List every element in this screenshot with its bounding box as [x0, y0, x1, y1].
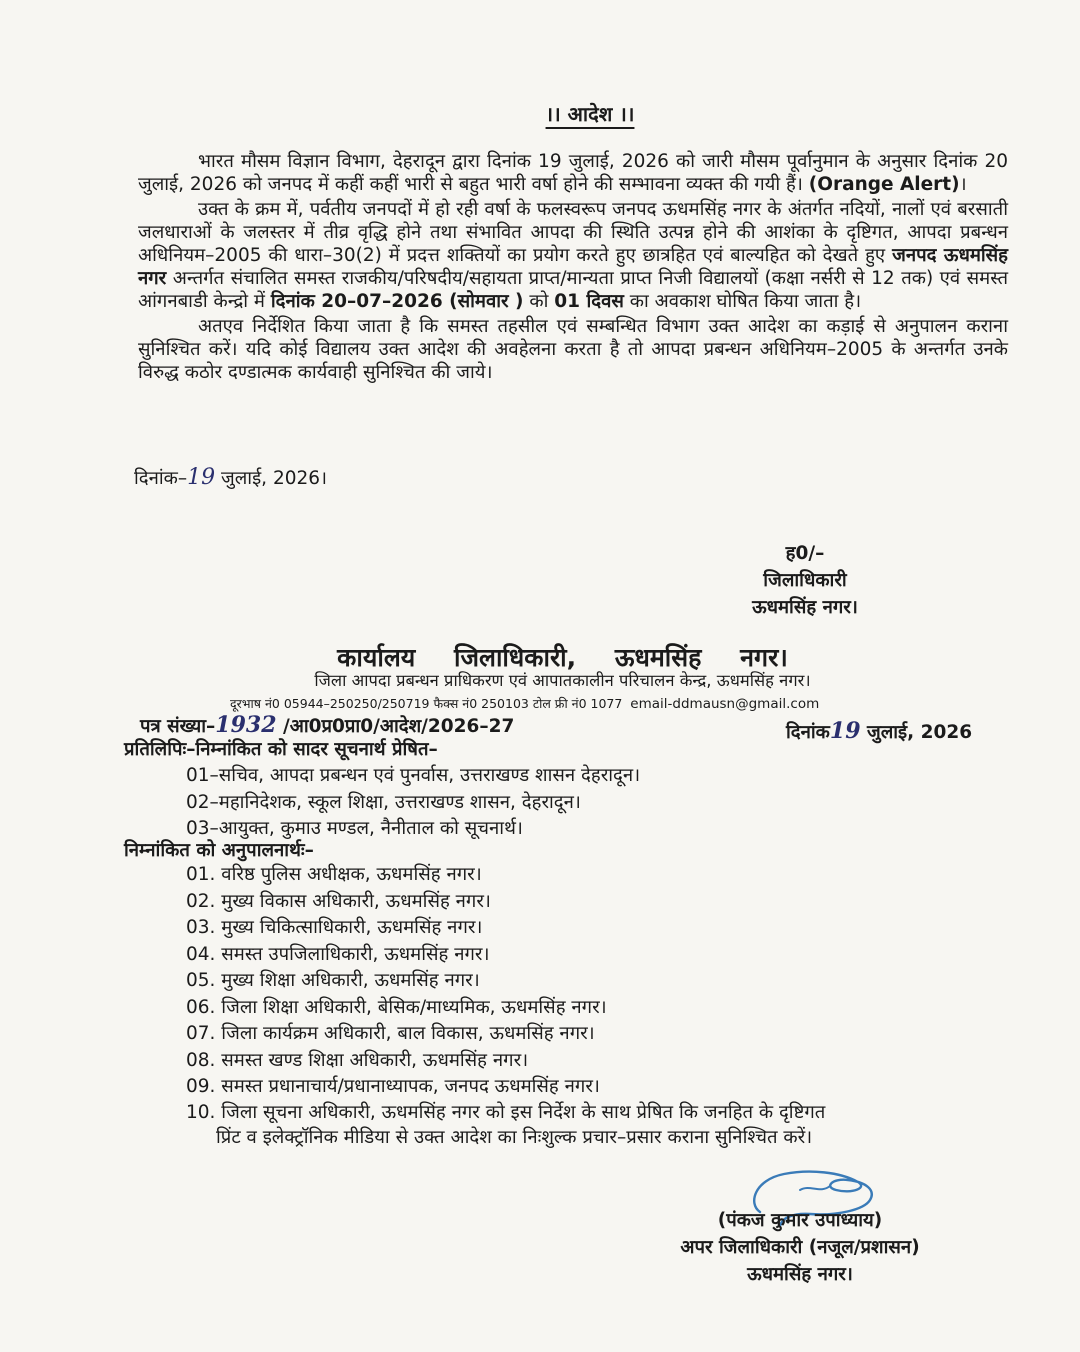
- paragraph-2: उक्त के क्रम में, पर्वतीय जनपदों में हो रही वर्षा के फलस्वरूप जनपद ऊधमसिंह नगर के अंतर्गत नदियों, नालों एवं बरसाती जलधाराओं के जलस्तर में तीव्र वृद्धि होने तथा संभावित आपदा की स्थिति उत्पन्न होने की आशंका के दृष्टिगत, आपदा प्रबन्धन अधिनियम–2005 की धारा–30(2) में प्रदत्त शक्तियों का प्रयोग करते हुए छात्रहित एवं बाल्यहित को देखते हुए जनपद ऊधमसिंह नगर अन्तर्गत संचालित समस्त राजकीय/परिषदीय/सहायता प्राप्त/मान्यता प्राप्त निजी विद्यालयों (कक्षा नर्सरी से 12 तक) एवं समस्त आंगनबाडी केन्द्रो में दिनांक 20–07–2026 (सोमवार ) को 01 दिवस का अवकाश घोषित किया जाता है।: [138, 199, 1009, 312]
- office-contact: दूरभाष नं0 05944–250250/250719 फैक्स नं0 250103 टोल फ्री नं0 1077 email-ddmausn@gmail.com: [230, 696, 820, 712]
- list-item: 01–सचिव, आपदा प्रबन्धन एवं पुनर्वास, उत्तराखण्ड शासन देहरादून।: [186, 765, 641, 786]
- copy-heading: प्रतिलिपिः–निम्नांकित को सादर सूचनार्थ प्रेषित–: [124, 739, 438, 760]
- signatory-designation: जिलाधिकारी: [763, 570, 847, 591]
- list-item: 03–आयुक्त, कुमाउ मण्डल, नैनीताल को सूचनार्थ।: [186, 818, 523, 839]
- list-item: 02–महानिदेशक, स्कूल शिक्षा, उत्तराखण्ड शासन, देहरादून।: [186, 791, 581, 813]
- signatory-designation: अपर जिलाधिकारी (नजूल/प्रशासन): [680, 1237, 920, 1258]
- signatory-place: ऊधमसिंह नगर।: [752, 597, 858, 618]
- signatory-place: ऊधमसिंह नगर।: [747, 1264, 853, 1285]
- office-subtitle: जिला आपदा प्रबन्धन प्राधिकरण एवं आपातकालीन परिचालन केन्द्र, ऊधमसिंह नगर।: [314, 671, 811, 690]
- list-item: 06. जिला शिक्षा अधिकारी, बेसिक/माध्यमिक, ऊधमसिंह नगर।: [186, 996, 607, 1018]
- order-date-line: दिनांक–19 जुलाई, 2026।: [134, 465, 328, 490]
- list-item: 03. मुख्य चिकित्साधिकारी, ऊधमसिंह नगर।: [186, 917, 483, 938]
- compliance-item-10: [186, 1100, 976, 1150]
- signature-block-top: [720, 540, 890, 621]
- order-title: ।। आदेश ।।: [545, 102, 635, 126]
- signed-mark: ह0/–: [785, 543, 825, 564]
- compliance-list: [186, 862, 607, 1101]
- paragraph-1: भारत मौसम विज्ञान विभाग, देहरादून द्वारा दिनांक 19 जुलाई, 2026 को जारी मौसम पूर्वानुमान के अनुसार दिनांक 20 जुलाई, 2026 को जनपद में कहीं कहीं भारी से बहुत भारी वर्षा होने की सम्भावना व्यक्त की गयी हैं। (Orange Alert)।: [138, 151, 1008, 195]
- list-item: 07. जिला कार्यक्रम अधिकारी, बाल विकास, ऊधमसिंह नगर।: [186, 1023, 595, 1044]
- handwritten-day: 19: [187, 465, 216, 490]
- compliance-heading: निम्नांकित को अनुपालनार्थः–: [124, 840, 314, 861]
- order-body: [138, 150, 1008, 384]
- compliance-item-10-line1: 10. जिला सूचना अधिकारी, ऊधमसिंह नगर को इस निर्देश के साथ प्रेषित कि जनहित के दृष्टिगत: [186, 1102, 826, 1123]
- letter-number: पत्र संख्या–1932 /आ0प्र0प्रा0/आदेश/2026–27: [140, 712, 515, 738]
- handwritten-letter-day: 19: [829, 718, 861, 744]
- office-title: कार्यालय जिलाधिकारी, ऊधमसिंह नगर।: [337, 643, 788, 672]
- paragraph-3: अतएव निर्देशित किया जाता है कि समस्त तहसील एवं सम्बन्धित विभाग उक्त आदेश का कड़ाई से अनुपालन कराना सुनिश्चित करें। यदि कोई विद्यालय उक्त आदेश की अवहेलना करता है तो आपदा प्रबन्धन अधिनियम–2005 के अन्तर्गत उनके विरुद्ध कठोर दण्डात्मक कार्यवाही सुनिश्चित की जाये।: [138, 316, 1008, 383]
- list-item: 04. समस्त उपजिलाधिकारी, ऊधमसिंह नगर।: [186, 943, 490, 965]
- handwritten-letter-number: 1932: [215, 712, 277, 738]
- office-email: email-ddmausn@gmail.com: [630, 696, 820, 712]
- list-item: 08. समस्त खण्ड शिक्षा अधिकारी, ऊधमसिंह नगर।: [186, 1049, 529, 1071]
- list-item: 01. वरिष्ठ पुलिस अधीक्षक, ऊधमसिंह नगर।: [186, 864, 482, 885]
- list-item: 05. मुख्य शिक्षा अधिकारी, ऊधमसिंह नगर।: [186, 970, 480, 991]
- letter-date: दिनांक19 जुलाई, 2026: [786, 718, 973, 744]
- signatory-name: (पंकज कुमार उपाध्याय): [717, 1210, 883, 1231]
- signature-block-bottom: [640, 1207, 960, 1288]
- list-item: 09. समस्त प्रधानाचार्य/प्रधानाध्यापक, जनपद ऊधमसिंह नगर।: [186, 1076, 600, 1097]
- compliance-item-10-line2: प्रिंट व इलेक्ट्रॉनिक मीडिया से उक्त आदेश का निःशुल्क प्रचार–प्रसार कराना सुनिश्चित करें।: [216, 1127, 813, 1148]
- copy-list: [186, 763, 640, 843]
- list-item: 02. मुख्य विकास अधिकारी, ऊधमसिंह नगर।: [186, 890, 491, 912]
